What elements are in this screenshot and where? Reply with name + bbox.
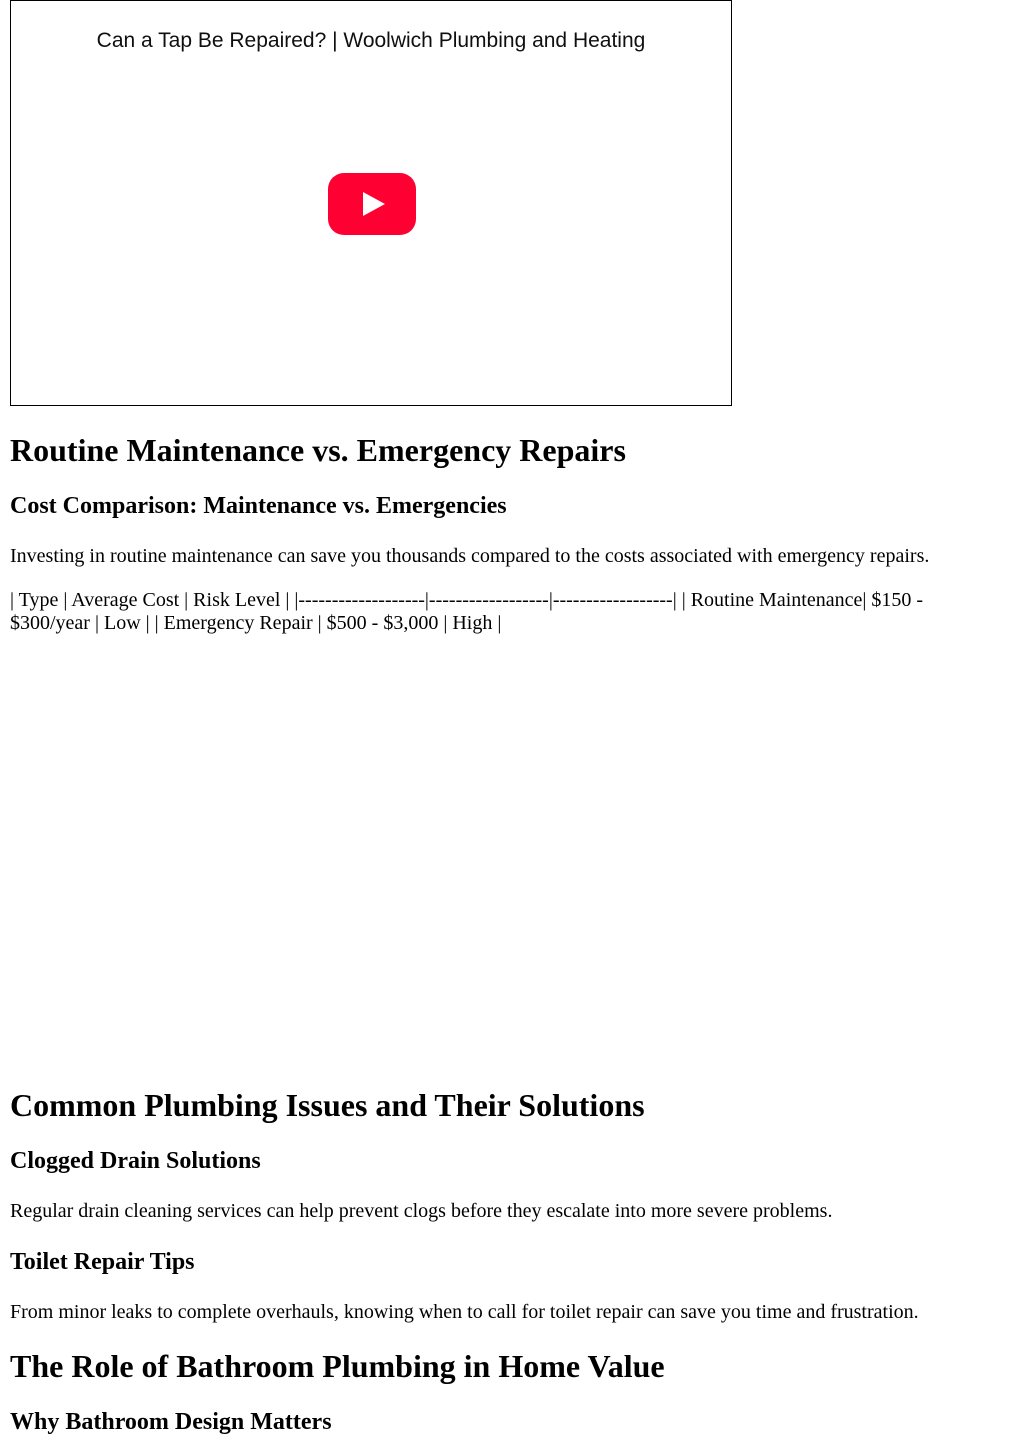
paragraph-clogged-drain: Regular drain cleaning services can help prevent clogs before they escalate into more severe problems.: [10, 1200, 833, 1222]
subheading-toilet-repair: Toilet Repair Tips: [10, 1249, 195, 1275]
paragraph-cost-table: | Type | Average Cost | Risk Level | |-------------------|------------------|------------------| | Routine Maintenance| $150 - $300/year | Low | | Emergency Repair | $500 - $3,000 | High |: [10, 589, 923, 634]
section-heading-common-issues: Common Plumbing Issues and Their Solutions: [10, 1087, 645, 1123]
subheading-cost-comparison: Cost Comparison: Maintenance vs. Emergencies: [10, 493, 507, 519]
video-title[interactable]: Can a Tap Be Repaired? | Woolwich Plumbing and Heating: [96, 29, 646, 52]
section-heading-bathroom-value: The Role of Bathroom Plumbing in Home Value: [10, 1348, 665, 1384]
paragraph-maintenance-intro: Investing in routine maintenance can save you thousands compared to the costs associated with emergency repairs.: [10, 545, 930, 567]
video-embed[interactable]: [10, 0, 732, 406]
youtube-play-button[interactable]: [328, 173, 416, 235]
paragraph-toilet-repair: From minor leaks to complete overhauls, knowing when to call for toilet repair can save you time and frustration.: [10, 1301, 919, 1323]
subheading-bathroom-design: Why Bathroom Design Matters: [10, 1409, 332, 1435]
youtube-play-icon: [328, 173, 416, 235]
subheading-clogged-drain: Clogged Drain Solutions: [10, 1148, 261, 1174]
section-heading-maintenance: Routine Maintenance vs. Emergency Repairs: [10, 432, 626, 468]
